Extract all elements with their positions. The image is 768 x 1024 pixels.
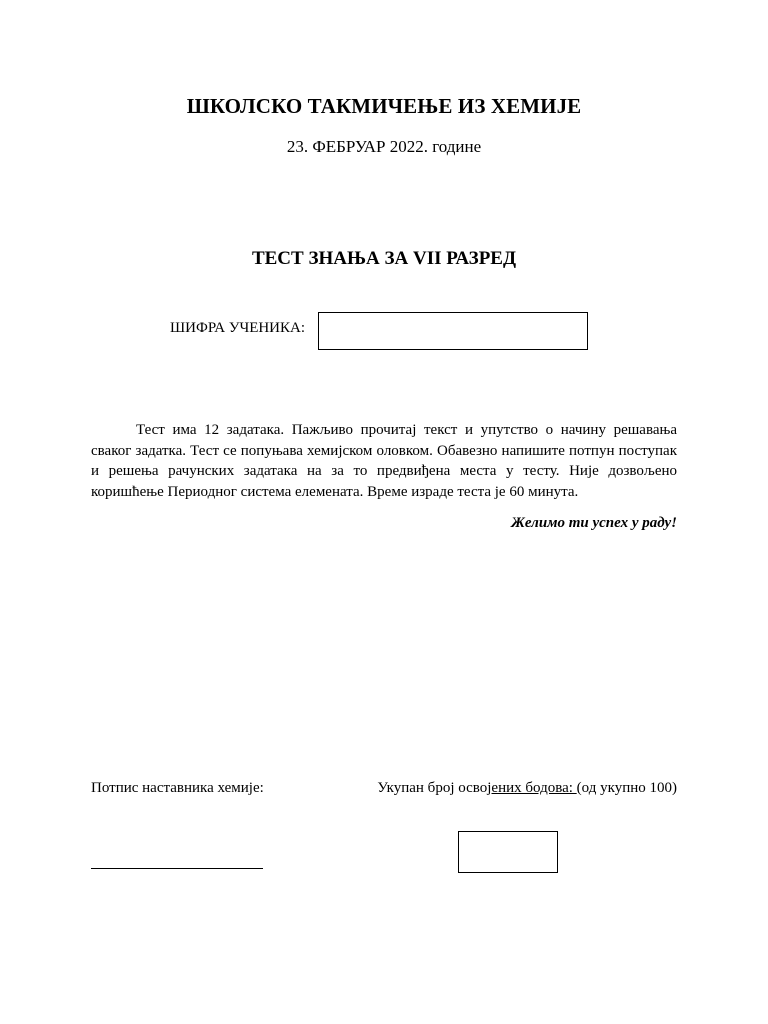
competition-title: ШКОЛСКО ТАКМИЧЕЊЕ ИЗ ХЕМИЈЕ (186, 94, 582, 118)
total-points-label-underlined: јених бодова: (487, 780, 577, 796)
total-points-label-start: Укупан број осво (377, 780, 488, 796)
total-points-label-end: (од укупно 100) (576, 780, 677, 796)
total-points-box[interactable] (458, 831, 558, 873)
instructions-paragraph: Тест има 12 задатака. Пажљиво прочитај текст и упутство о начину решавања сваког задатка. Тест се попуњава хемијском оловком. Обавезно напишите потпун поступак и решења рачунских задатака на за то предвиђена места у тесту. Није дозвољено коришћење Периодног система елемената. Време израде теста је 60 минута. (91, 422, 677, 500)
good-luck-message: Желимо ти успех у раду! (511, 515, 677, 531)
student-code-label: ШИФРА УЧЕНИКА: (170, 320, 306, 336)
teacher-signature-label: Потпис наставника хемије: (91, 780, 264, 796)
test-title: ТЕСТ ЗНАЊА ЗА VII РАЗРЕД (251, 248, 517, 269)
teacher-signature-line[interactable] (91, 868, 263, 869)
competition-date: 23. ФЕБРУАР 2022. године (286, 137, 482, 156)
student-code-box[interactable] (318, 312, 588, 350)
total-points-label (377, 780, 677, 797)
